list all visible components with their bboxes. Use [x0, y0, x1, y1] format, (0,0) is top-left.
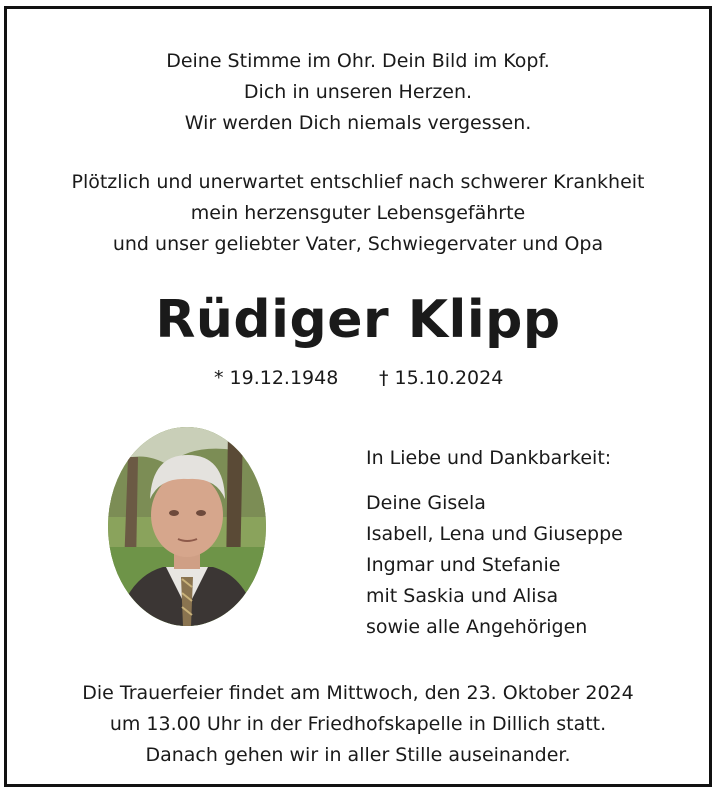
- verse-line: Deine Stimme im Ohr. Dein Bild im Kopf.: [166, 50, 550, 72]
- announcement-line: Plötzlich und unerwartet entschlief nach schwerer Krankheit: [71, 171, 645, 193]
- funeral-line: Danach gehen wir in aller Stille auseinander.: [145, 744, 571, 766]
- mourner-name: Isabell, Lena und Giuseppe: [366, 523, 623, 545]
- mourners-heading: In Liebe und Dankbarkeit:: [366, 447, 612, 469]
- mourner-name: Deine Gisela: [366, 492, 486, 514]
- mourner-name: Ingmar und Stefanie: [366, 554, 561, 576]
- mourner-name: mit Saskia und Alisa: [366, 585, 559, 607]
- death-announcement: [7, 167, 709, 260]
- deceased-name: Rüdiger Klipp: [155, 290, 561, 350]
- announcement-line: und unser geliebter Vater, Schwiegervater und Opa: [112, 233, 604, 255]
- memorial-verse: [7, 46, 709, 139]
- obituary-frame: [4, 6, 712, 787]
- verse-line: Wir werden Dich niemals vergessen.: [184, 112, 532, 134]
- mourner-name: sowie alle Angehörigen: [366, 616, 588, 638]
- verse-line: Dich in unseren Herzen.: [243, 81, 473, 103]
- birth-date: * 19.12.1948: [214, 367, 339, 389]
- funeral-line: um 13.00 Uhr in der Friedhofskapelle in Dillich statt.: [109, 713, 607, 735]
- funeral-line: Die Trauerfeier findet am Mittwoch, den 23. Oktober 2024: [82, 682, 634, 704]
- funeral-details: [7, 678, 709, 771]
- death-date: † 15.10.2024: [379, 367, 504, 389]
- mourners-list: [366, 443, 623, 643]
- portrait-photo: [108, 427, 266, 626]
- announcement-line: mein herzensguter Lebensgefährte: [190, 202, 526, 224]
